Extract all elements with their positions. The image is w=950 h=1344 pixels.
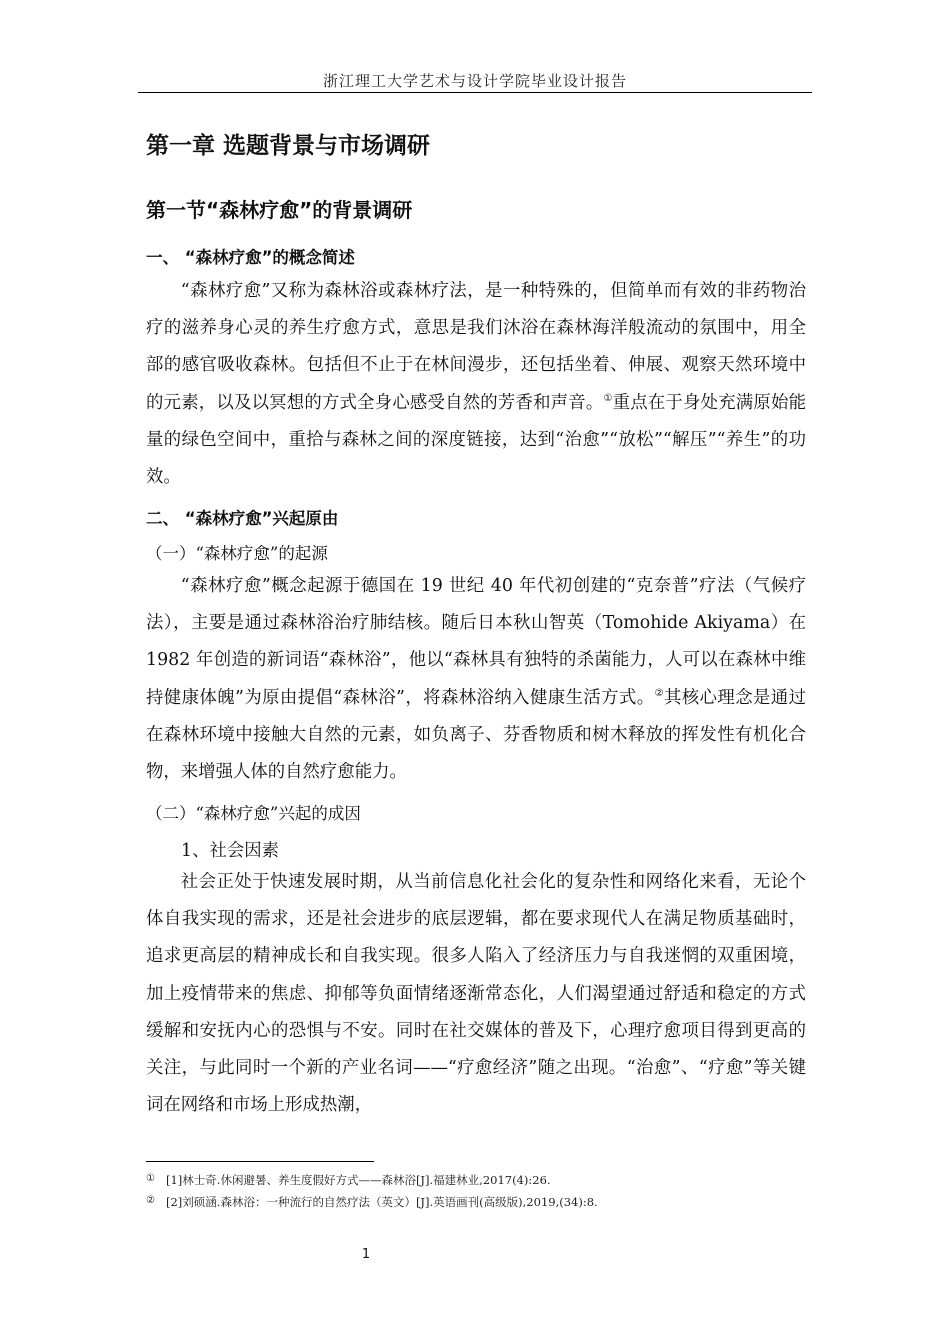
subheading-causes: （二）“森林疗愈”兴起的成因 xyxy=(146,804,361,823)
header-divider xyxy=(138,92,812,93)
paragraph-origin-text: “森林疗愈”概念起源于德国在 19 世纪 40 年代初创建的“克奈普”疗法（气候疗法），主要是通过森林浴治疗肺结核。随后日本秋山智英（Tomohide Akiyama）在 1982 年创造的新词语“森林浴”，他以“森林具有独特的杀菌能力，人可以在森林中维持健康体魄”为原由提倡“森林浴”，将森林浴纳入健康生活方式。 xyxy=(146,576,806,708)
paragraph-concept-text-cont: 重点在于身处充满原始能量的绿色空间中，重拾与森林之间的深度链接，达到“治愈”“放松”“解压”“养生”的功效。 xyxy=(146,392,806,488)
page-header: 浙江理工大学艺术与设计学院毕业设计报告 xyxy=(322,72,627,90)
footnote-1 xyxy=(146,1172,551,1188)
heading-origin-reasons: 二、 “森林疗愈”兴起原由 xyxy=(146,509,339,528)
paragraph-origin xyxy=(146,568,806,791)
page-number: 1 xyxy=(361,1247,371,1262)
footnote-2-mark: ② xyxy=(146,1195,155,1206)
footnote-2-text: [2]刘硕涵.森林浴：一种流行的自然疗法（英文）[J].英语画刊(高级版),2019,(34):8. xyxy=(166,1195,598,1209)
paragraph-concept-text: “森林疗愈”又称为森林浴或森林疗法，是一种特殊的，但简单而有效的非药物治疗的滋养身心灵的养生疗愈方式，意思是我们沐浴在森林海洋般流动的氛围中，用全部的感官吸收森林。包括但不止于在林间漫步，还包括坐着、伸展、观察天然环境中的元素，以及以冥想的方式全身心感受自然的芳香和声音。 xyxy=(146,281,806,413)
section-title: 第一节“森林疗愈”的背景调研 xyxy=(146,198,413,222)
chapter-title: 第一章 选题背景与市场调研 xyxy=(146,133,431,159)
footnote-1-mark: ① xyxy=(146,1173,155,1184)
footnote-separator xyxy=(146,1161,374,1162)
subheading-origin: （一）“森林疗愈”的起源 xyxy=(146,544,328,563)
heading-concept: 一、 “森林疗愈”的概念简述 xyxy=(146,248,355,267)
item-social-factors: 1、社会因素 xyxy=(181,841,280,861)
footnote-2 xyxy=(146,1194,598,1210)
footnote-ref-2: ② xyxy=(654,687,664,699)
footnote-ref-1: ① xyxy=(603,392,613,404)
paragraph-social: 社会正处于快速发展时期，从当前信息化社会化的复杂性和网络化来看，无论个体自我实现的需求，还是社会进步的底层逻辑，都在要求现代人在满足物质基础时，追求更高层的精神成长和自我实现。很多人陷入了经济压力与自我迷惘的双重困境，加上疫情带来的焦虑、抑郁等负面情绪逐渐常态化，人们渴望通过舒适和稳定的方式缓解和安抚内心的恐惧与不安。同时在社交媒体的普及下，心理疗愈项目得到更高的关注，与此同时一个新的产业名词——“疗愈经济”随之出现。“治愈”、“疗愈”等关键词在网络和市场上形成热潮， xyxy=(146,872,806,1116)
paragraph-concept xyxy=(146,273,806,496)
paragraph-origin-text-cont: 其核心理念是通过在森林环境中接触大自然的元素，如负离子、芬香物质和树木释放的挥发性有机化合物，来增强人体的自然疗愈能力。 xyxy=(146,687,806,783)
footnote-1-text: [1]林士奇.休闲避暑、养生度假好方式——森林浴[J].福建林业,2017(4):26. xyxy=(166,1173,551,1187)
